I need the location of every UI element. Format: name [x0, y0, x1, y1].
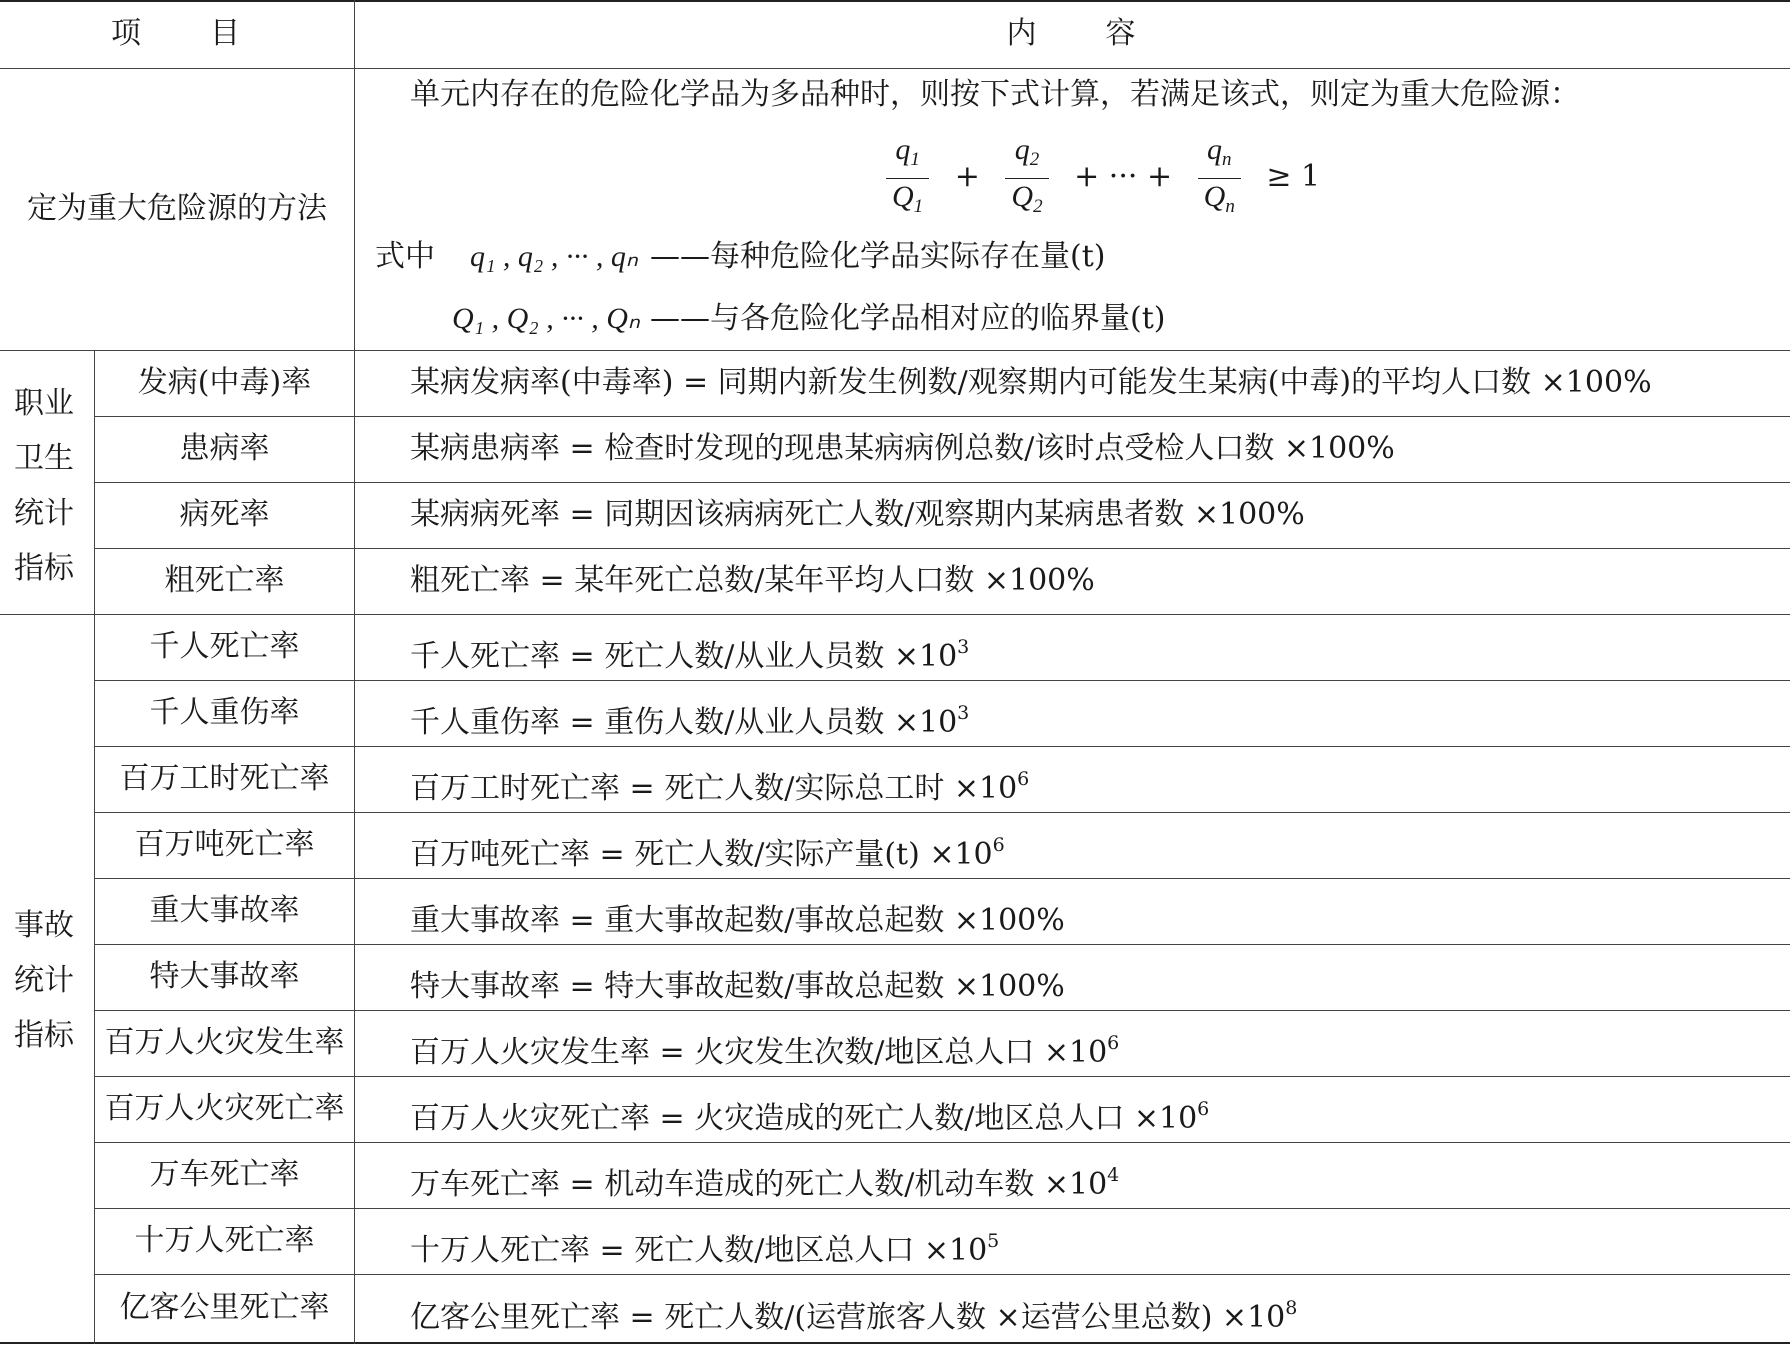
row-content: 百万人火灾发生率 = 火灾发生次数/地区总人口 $\times 10^6$	[410, 1032, 1120, 1070]
row-name: 百万人火灾发生率	[104, 1025, 345, 1060]
method-label: 定为重大危险源的方法	[27, 191, 327, 226]
row-content: 十万人死亡率 = 死亡人数/地区总人口 $\times 10^5$	[410, 1230, 1000, 1268]
row-content: 万车死亡率 = 机动车造成的死亡人数/机动车数 $\times 10^4$	[410, 1164, 1120, 1202]
row-name: 百万工时死亡率	[119, 761, 330, 796]
row-name: 发病(中毒)率	[137, 365, 312, 400]
row-name: 千人重伤率	[149, 695, 300, 730]
row-content: 粗死亡率 = 某年死亡总数/某年平均人口数 ×100%	[410, 563, 1095, 598]
method-intro: 单元内存在的危险化学品为多品种时，则按下式计算，若满足该式，则定为重大危险源：	[410, 77, 1580, 112]
row-content: 百万人火灾死亡率 = 火灾造成的死亡人数/地区总人口 $\times 10^6$	[410, 1098, 1210, 1136]
where-q-symbols: q₁ , q₂ , ··· , qₙ	[470, 240, 638, 273]
where-label: 式中	[375, 239, 435, 274]
row-content: 千人死亡率 = 死亡人数/从业人员数 $\times 10^3$	[410, 636, 970, 674]
row-name: 百万吨死亡率	[134, 827, 315, 862]
row-content: 亿客公里死亡率 = 死亡人数/(运营旅客人数 ×运营公里总数) $\times 10^8$	[410, 1297, 1298, 1335]
row-name: 十万人死亡率	[134, 1223, 315, 1258]
row-content: 重大事故率 = 重大事故起数/事故总起数 ×100%	[410, 903, 1065, 938]
row-content: 百万吨死亡率 = 死亡人数/实际产量$(t) \times 10^6$	[410, 834, 1005, 872]
row-name: 百万人火灾死亡率	[104, 1091, 345, 1126]
row-content: 百万工时死亡率 = 死亡人数/实际总工时 $\times 10^6$	[410, 768, 1030, 806]
row-name: 亿客公里死亡率	[119, 1290, 330, 1325]
row-content: 某病患病率 = 检查时发现的现患某病病例总数/该时点受检人口数 ×100%	[410, 431, 1395, 466]
row-content: 某病发病率(中毒率) = 同期内新发生例数/观察期内可能发生某病(中毒)的平均人口数 ×100%	[410, 365, 1652, 400]
where-Q-symbols: Q₁ , Q₂ , ··· , Qₙ	[452, 302, 640, 335]
row-name: 患病率	[179, 431, 270, 466]
group-occupational-label: 职业卫生统计指标	[14, 386, 74, 586]
header-content: 内 容	[1006, 16, 1139, 51]
row-content: 特大事故率 = 特大事故起数/事故总起数 ×100%	[410, 969, 1065, 1004]
row-content: 千人重伤率 = 重伤人数/从业人员数 $\times 10^3$	[410, 702, 970, 740]
header-item: 项 目	[111, 16, 243, 51]
where-Q-desc: ——与各危险化学品相对应的临界量(t)	[650, 301, 1166, 336]
row-name: 重大事故率	[149, 893, 300, 928]
row-name: 病死率	[179, 497, 270, 532]
row-name: 粗死亡率	[164, 563, 285, 598]
row-name: 千人死亡率	[149, 629, 300, 664]
group-accident-label: 事故统计指标	[14, 908, 74, 1053]
where-q-desc: ——每种危险化学品实际存在量(t)	[650, 239, 1106, 274]
row-content: 某病病死率 = 同期因该病病死亡人数/观察期内某病患者数 ×100%	[410, 497, 1305, 532]
row-name: 万车死亡率	[149, 1157, 300, 1192]
row-name: 特大事故率	[149, 959, 300, 994]
critical-formula: $\frac{q_1}{Q_1}$ + $\frac{q_2}{Q_2}$ + ··· + $\frac{q_n}{Q_n}$ ≥ 1	[880, 132, 1330, 222]
